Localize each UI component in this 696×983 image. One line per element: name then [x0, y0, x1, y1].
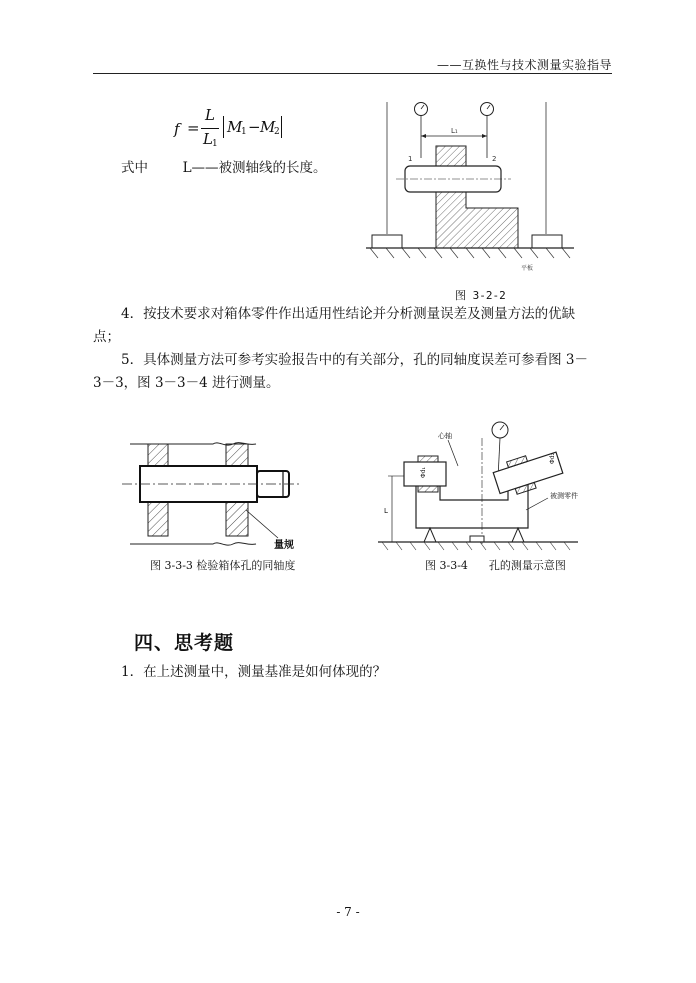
- paragraph-4-line-1: 4．按技术要求对箱体零件作出适用性结论并分析测量误差及测量方法的优缺: [121, 306, 576, 322]
- diameter-label-1: Φd₁: [420, 467, 427, 478]
- running-header: ——互换性与技术测量实验指导: [436, 58, 612, 72]
- page-number: - 7 -: [336, 905, 360, 919]
- figure-3-3-3-caption: 图 3-3-3 检验箱体孔的同轴度: [150, 559, 296, 572]
- base-plate-hatch: [370, 248, 570, 258]
- abs-bar-left: [223, 116, 224, 138]
- part-top-boss: [436, 146, 466, 166]
- figure-3-3-4: [378, 418, 578, 552]
- figure-3-3-3: [118, 434, 318, 554]
- paragraph-5-line-2: 3－3，图 3－3－4 进行测量。: [93, 375, 280, 391]
- paragraph-5-line-1: 5．具体测量方法可参考实验报告中的有关部分，孔的同轴度误差可参看图 3－: [121, 352, 588, 368]
- support-right: [512, 528, 524, 542]
- abs-bar-right: [281, 116, 282, 138]
- formula-m1: M: [227, 118, 243, 136]
- fraction-bar: [201, 128, 219, 129]
- definition-line: [121, 157, 327, 180]
- formula-m1-sub: 1: [241, 127, 247, 137]
- dial-indicator-1-icon: [415, 103, 428, 159]
- dimension-label-l: L: [384, 507, 388, 515]
- formula-m2-sub: 2: [274, 127, 280, 137]
- formula-denominator-sub: 1: [212, 139, 218, 149]
- gauge-label: 量规: [274, 540, 294, 551]
- header-rule: [93, 73, 612, 74]
- formula-minus: −: [248, 118, 261, 136]
- formula-equals: =: [187, 119, 200, 137]
- part-body: [436, 192, 518, 248]
- housing-wall-bottom-right: [226, 502, 248, 536]
- formula-denominator: L: [203, 130, 213, 148]
- base-plate-label: 平板: [521, 265, 534, 272]
- formula-m2: M: [260, 118, 276, 136]
- paragraph-4-line-2: 点；: [93, 329, 120, 345]
- shaft-label: 心轴: [438, 432, 452, 440]
- section-title: 四、思考题: [134, 632, 235, 654]
- figure-3-3-4-caption: 图 3-3-4 孔的测量示意图: [425, 559, 566, 572]
- point-label-1: 1: [408, 155, 413, 163]
- point-label-2: 2: [492, 155, 497, 163]
- definition-prefix: 式中: [121, 160, 148, 176]
- question-1: 1．在上述测量中，测量基准是如何体现的？: [121, 664, 387, 680]
- measured-part-label: 被测零件: [550, 492, 578, 500]
- formula-numerator: L: [205, 106, 215, 124]
- diameter-label-2: Φd₂: [549, 453, 556, 464]
- definition-text: L——被测轴线的长度。: [182, 160, 327, 176]
- support-block-right: [532, 235, 562, 248]
- dial-indicator-2-icon: [481, 103, 494, 159]
- dimension-label-l1: L₁: [451, 127, 458, 135]
- housing-wall-top-right: [226, 444, 248, 466]
- housing-wall-top-left: [148, 444, 168, 466]
- figure-3-2-2-caption: 图 3-2-2: [455, 289, 506, 302]
- flatness-formula: [170, 106, 300, 156]
- formula-lhs: f: [174, 120, 180, 138]
- support-block-left: [372, 235, 402, 248]
- figure-3-2-2: [366, 98, 586, 278]
- housing-wall-bottom-left: [148, 502, 168, 536]
- support-center: [470, 536, 484, 542]
- support-left: [424, 528, 436, 542]
